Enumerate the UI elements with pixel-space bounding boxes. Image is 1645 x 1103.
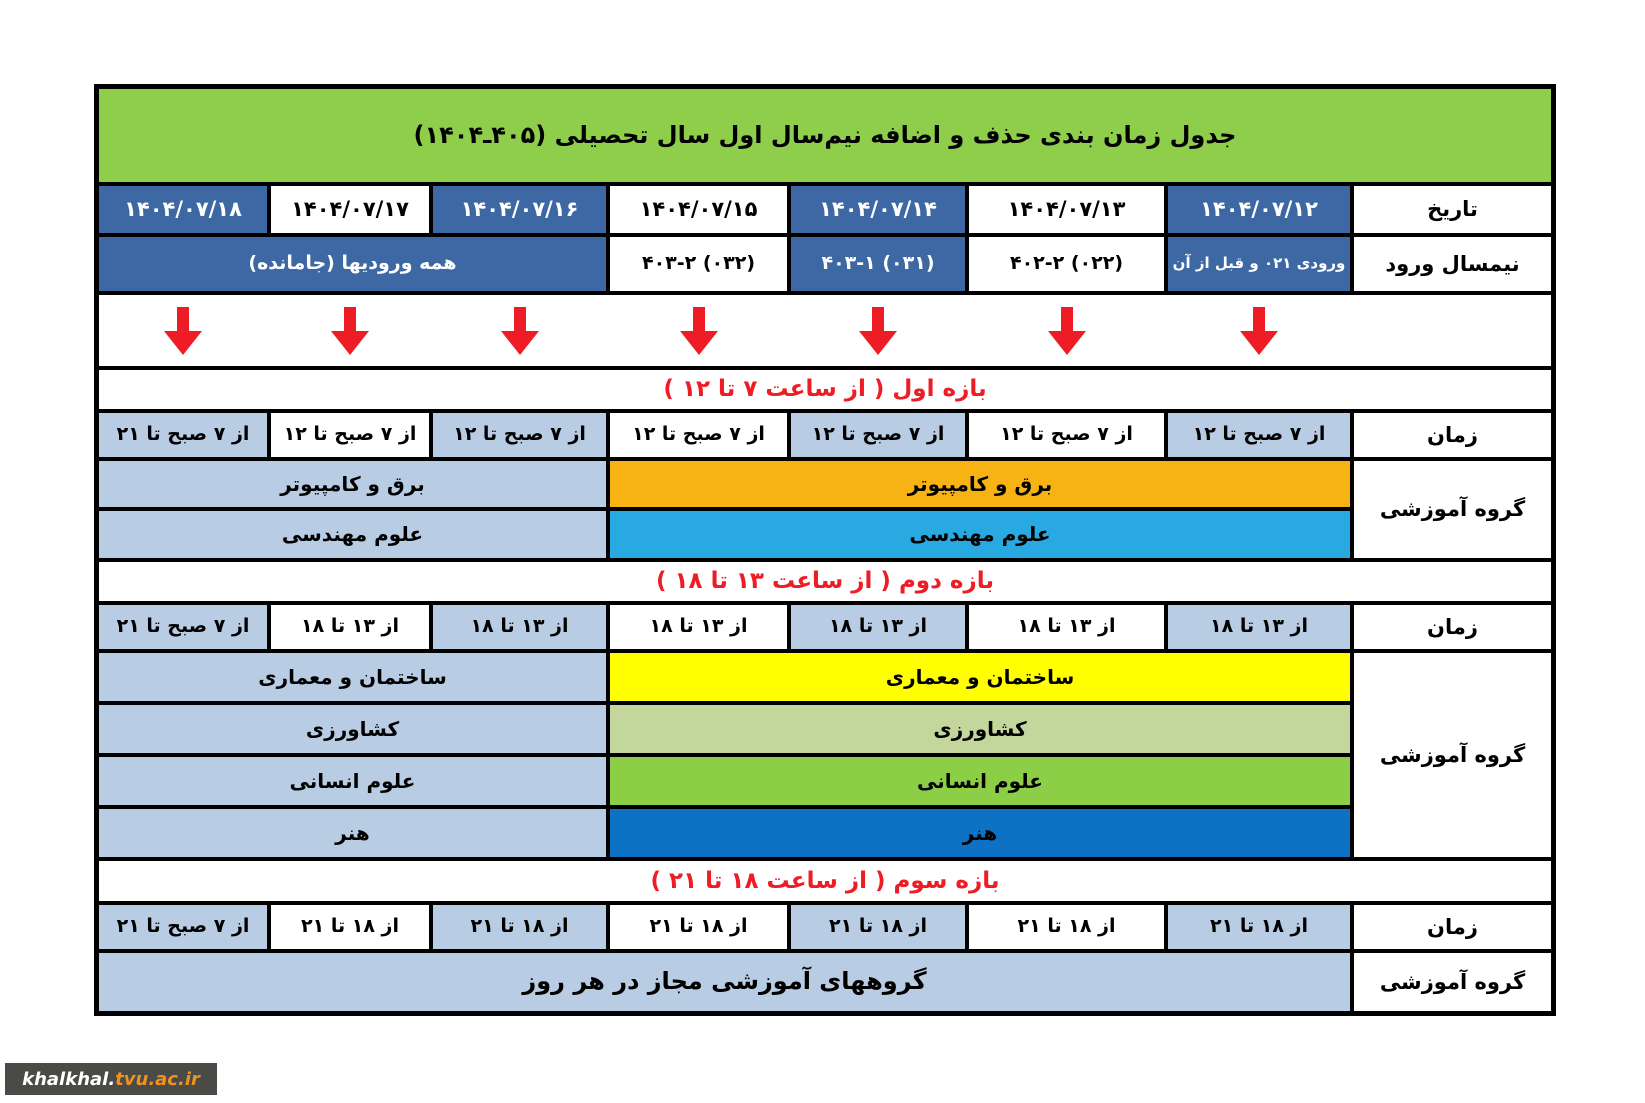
down-arrow-icon [610, 295, 787, 366]
date-cell: ۱۴۰۴/۰۷/۱۴ [791, 186, 965, 233]
time-cell: از ۷ صبح تا ۱۲ [1168, 413, 1350, 457]
down-arrow-icon [969, 295, 1164, 366]
group-cell-agriculture-active: کشاورزی [610, 705, 1350, 753]
time-cell: از ۱۸ تا ۲۱ [969, 905, 1164, 949]
entry-cell: ۴۰۳-۱ (۰۳۱) [791, 237, 965, 291]
time-row-label: زمان [1354, 413, 1551, 457]
group-row-label: گروه آموزشی [1354, 953, 1551, 1011]
down-arrow-icon [791, 295, 965, 366]
group-cell-electric-active: برق و کامپیوتر [610, 461, 1350, 507]
down-arrow-icon [271, 295, 429, 366]
entry-cell: ۴۰۳-۲ (۰۳۲) [610, 237, 787, 291]
group-cell-art-active: هنر [610, 809, 1350, 857]
time-cell: از ۱۸ تا ۲۱ [610, 905, 787, 949]
date-cell: ۱۴۰۴/۰۷/۱۸ [99, 186, 267, 233]
schedule-table [94, 84, 1556, 1016]
arrow-slot-empty [1354, 295, 1551, 366]
site-watermark [5, 1063, 217, 1095]
time-cell: از ۷ صبح تا ۱۲ [433, 413, 606, 457]
entry-cell: ۴۰۲-۲ (۰۲۲) [969, 237, 1164, 291]
group-cell-art: هنر [99, 809, 606, 857]
interval-2-header: بازه دوم ( از ساعت ۱۳ تا ۱۸ ) [99, 562, 1551, 601]
group-cell-engineering: علوم مهندسی [99, 511, 606, 558]
date-cell: ۱۴۰۴/۰۷/۱۶ [433, 186, 606, 233]
time-cell: از ۱۳ تا ۱۸ [791, 605, 965, 649]
time-cell: از ۷ صبح تا ۲۱ [99, 413, 267, 457]
group-cell-engineering-active: علوم مهندسی [610, 511, 1350, 558]
time-row-label: زمان [1354, 605, 1551, 649]
group-cell-humanities-active: علوم انسانی [610, 757, 1350, 805]
down-arrow-icon [1168, 295, 1350, 366]
interval-3-header: بازه سوم ( از ساعت ۱۸ تا ۲۱ ) [99, 861, 1551, 901]
time-cell: از ۷ صبح تا ۲۱ [99, 905, 267, 949]
time-cell: از ۱۳ تا ۱۸ [271, 605, 429, 649]
date-row-label: تاریخ [1354, 186, 1551, 233]
watermark-site: khalkhal. [22, 1068, 116, 1090]
group-cell-electric: برق و کامپیوتر [99, 461, 606, 507]
time-cell: از ۱۸ تا ۲۱ [1168, 905, 1350, 949]
watermark-domain: tvu.ac.ir [115, 1068, 200, 1090]
arrow-row [99, 295, 1551, 366]
group-row-label: گروه آموزشی [1354, 653, 1551, 857]
time-cell: از ۱۸ تا ۲۱ [271, 905, 429, 949]
interval-1-header: بازه اول ( از ساعت ۷ تا ۱۲ ) [99, 370, 1551, 409]
date-cell: ۱۴۰۴/۰۷/۱۳ [969, 186, 1164, 233]
time-cell: از ۷ صبح تا ۱۲ [969, 413, 1164, 457]
time-cell: از ۱۸ تا ۲۱ [433, 905, 606, 949]
time-cell: از ۷ صبح تا ۱۲ [610, 413, 787, 457]
group-cell-humanities: علوم انسانی [99, 757, 606, 805]
entry-row-label: نیمسال ورود [1354, 237, 1551, 291]
entry-cell: ورودی ۰۲۱ و قبل از آن [1168, 237, 1350, 291]
down-arrow-icon [99, 295, 267, 366]
time-cell: از ۱۳ تا ۱۸ [969, 605, 1164, 649]
time-row-label: زمان [1354, 905, 1551, 949]
date-cell: ۱۴۰۴/۰۷/۱۵ [610, 186, 787, 233]
time-cell: از ۷ صبح تا ۱۲ [271, 413, 429, 457]
time-cell: از ۷ صبح تا ۲۱ [99, 605, 267, 649]
group-cell-construction: ساختمان و معماری [99, 653, 606, 701]
group-cell-construction-active: ساختمان و معماری [610, 653, 1350, 701]
page-title: جدول زمان بندی حذف و اضافه نیم‌سال اول سال تحصیلی (۴۰۵ـ۱۴۰۴) [99, 89, 1551, 182]
time-cell: از ۱۳ تا ۱۸ [1168, 605, 1350, 649]
group-row-label: گروه آموزشی [1354, 461, 1551, 558]
time-cell: از ۱۳ تا ۱۸ [433, 605, 606, 649]
group-cell-agriculture: کشاورزی [99, 705, 606, 753]
all-groups-allowed-cell: گروههای آموزشی مجاز در هر روز [99, 953, 1350, 1011]
time-cell: از ۱۸ تا ۲۱ [791, 905, 965, 949]
down-arrow-icon [433, 295, 606, 366]
entry-cell-latecomers: همه ورودیها (جامانده) [99, 237, 606, 291]
time-cell: از ۱۳ تا ۱۸ [610, 605, 787, 649]
date-cell: ۱۴۰۴/۰۷/۱۷ [271, 186, 429, 233]
date-cell: ۱۴۰۴/۰۷/۱۲ [1168, 186, 1350, 233]
time-cell: از ۷ صبح تا ۱۲ [791, 413, 965, 457]
